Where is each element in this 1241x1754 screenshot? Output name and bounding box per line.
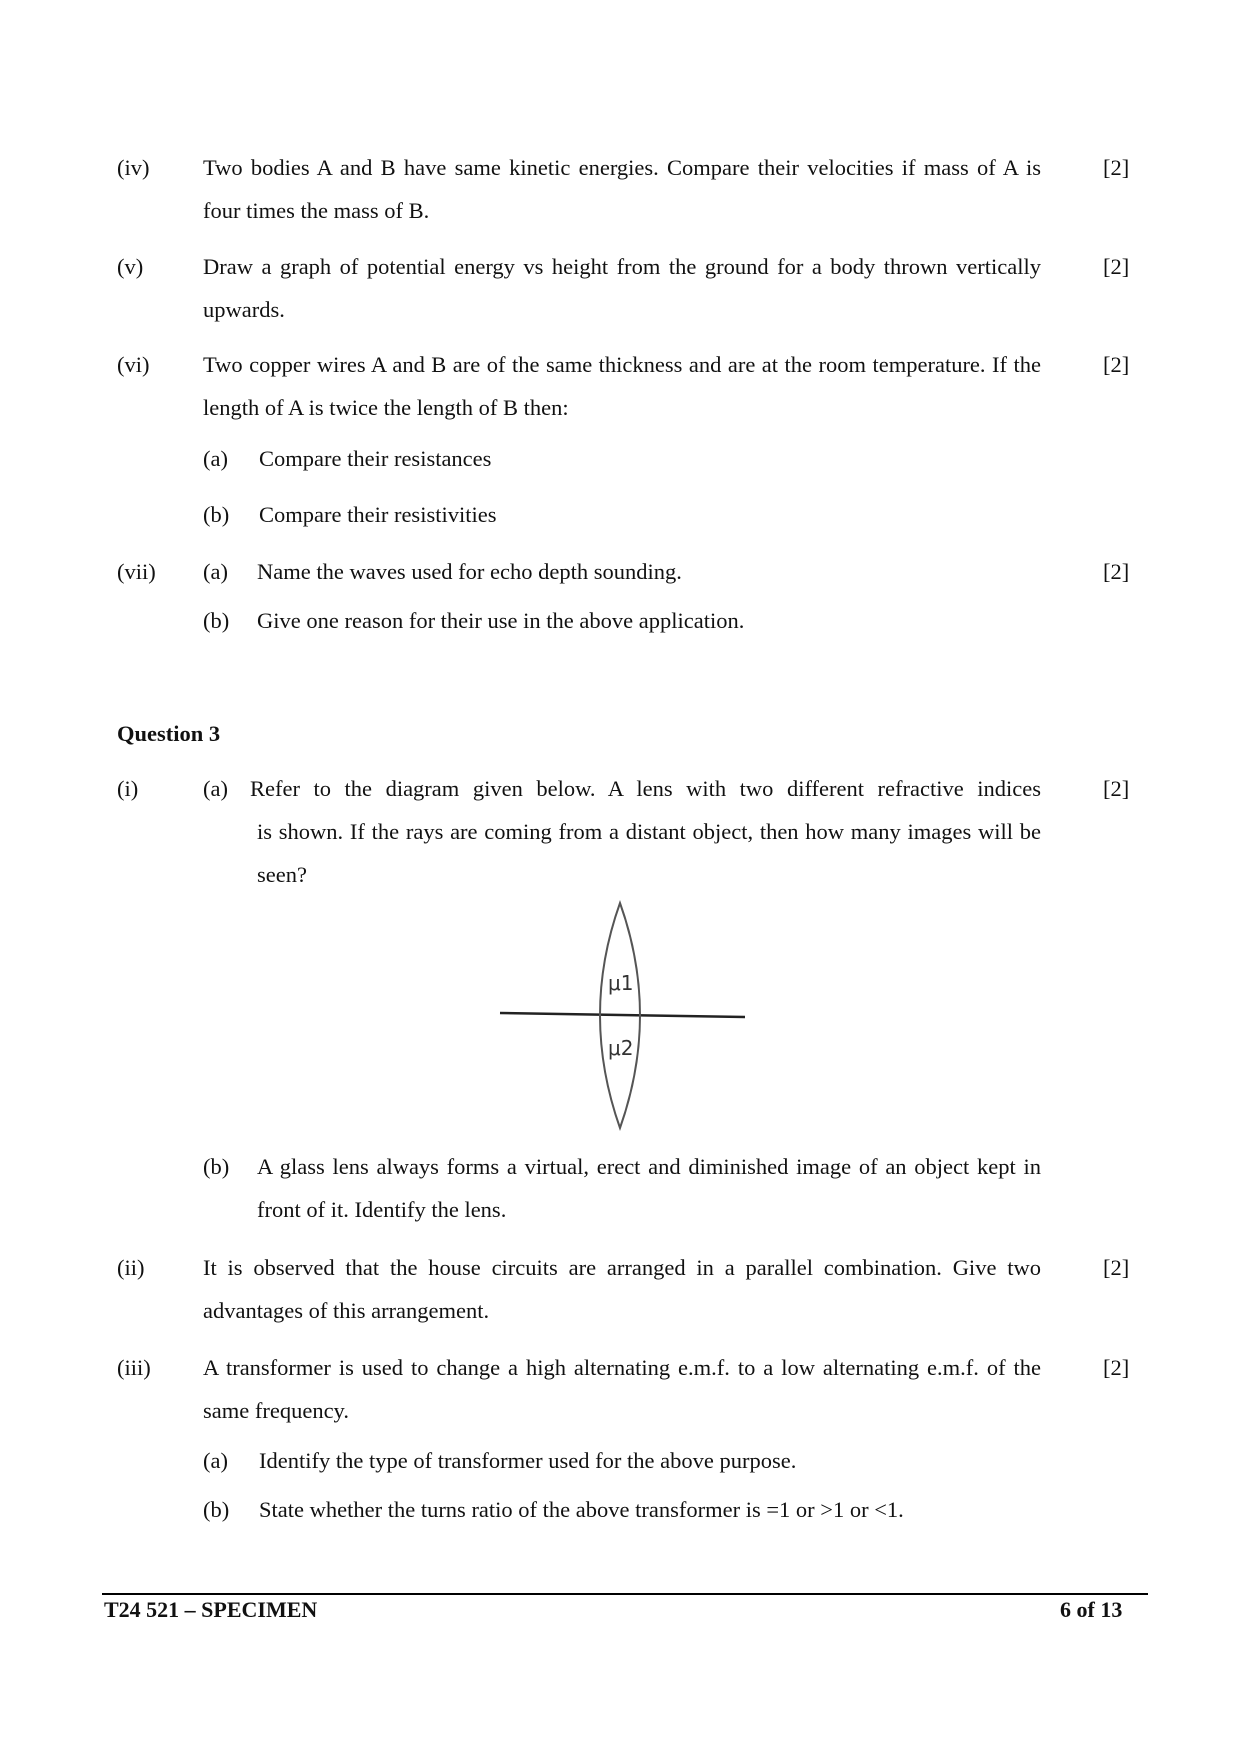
mu2-label: μ2 xyxy=(608,1036,634,1060)
question-number: (vi) xyxy=(117,352,150,377)
sub-text: Name the waves used for echo depth sounding. xyxy=(257,559,682,584)
section-heading: Question 3 xyxy=(117,721,221,746)
page-number: 6 of 13 xyxy=(1060,1597,1123,1622)
sub-text: Refer to the diagram given below. A lens with two different refractive indices xyxy=(250,776,1041,801)
sub-text: A glass lens always forms a virtual, erect and diminished image of an object kept in front of it. Identify the lens. xyxy=(257,1154,1041,1222)
sub-text: Identify the type of transformer used for the above purpose. xyxy=(259,1448,797,1473)
marks: [2] xyxy=(1103,1255,1130,1280)
sub-label: (a) xyxy=(203,559,228,584)
sub-text-continued: is shown. If the rays are coming from a distant object, then how many images will be seen? xyxy=(257,819,1041,887)
sub-text: Compare their resistances xyxy=(259,446,492,471)
sub-label: (b) xyxy=(203,608,230,633)
marks: [2] xyxy=(1103,155,1130,180)
question-number: (i) xyxy=(117,776,139,801)
marks: [2] xyxy=(1103,776,1130,801)
question-number: (ii) xyxy=(117,1255,145,1280)
question-number: (iv) xyxy=(117,155,150,180)
mu1-label: μ1 xyxy=(608,971,634,995)
sub-text: State whether the turns ratio of the above transformer is =1 or >1 or <1. xyxy=(259,1497,904,1522)
marks: [2] xyxy=(1103,352,1130,377)
sub-label: (b) xyxy=(203,1154,230,1179)
footer-divider xyxy=(102,1593,1148,1595)
marks: [2] xyxy=(1103,1355,1130,1380)
question-text: A transformer is used to change a high alternating e.m.f. to a low alternating e.m.f. of the same frequency. xyxy=(203,1355,1041,1423)
principal-axis xyxy=(500,1013,745,1017)
sub-text: Compare their resistivities xyxy=(259,502,497,527)
sub-label: (b) xyxy=(203,1497,230,1522)
sub-label: (a) xyxy=(203,776,228,801)
question-text: Two copper wires A and B are of the same thickness and are at the room temperature. If the length of A is twice the length of B then: xyxy=(203,352,1041,420)
lens-diagram xyxy=(490,895,760,1135)
sub-label: (b) xyxy=(203,502,230,527)
question-text: Draw a graph of potential energy vs height from the ground for a body thrown vertically upwards. xyxy=(203,254,1041,322)
question-text: It is observed that the house circuits are arranged in a parallel combination. Give two advantages of this arrangement. xyxy=(203,1255,1041,1323)
question-number: (vii) xyxy=(117,559,156,584)
question-text: Two bodies A and B have same kinetic energies. Compare their velocities if mass of A is four times the mass of B. xyxy=(203,155,1041,223)
marks: [2] xyxy=(1103,254,1130,279)
sub-label: (a) xyxy=(203,1448,228,1473)
marks: [2] xyxy=(1103,559,1130,584)
question-number: (v) xyxy=(117,254,144,279)
paper-code: T24 521 – SPECIMEN xyxy=(104,1597,318,1622)
sub-label: (a) xyxy=(203,446,228,471)
sub-text: Give one reason for their use in the above application. xyxy=(257,608,745,633)
question-number: (iii) xyxy=(117,1355,151,1380)
